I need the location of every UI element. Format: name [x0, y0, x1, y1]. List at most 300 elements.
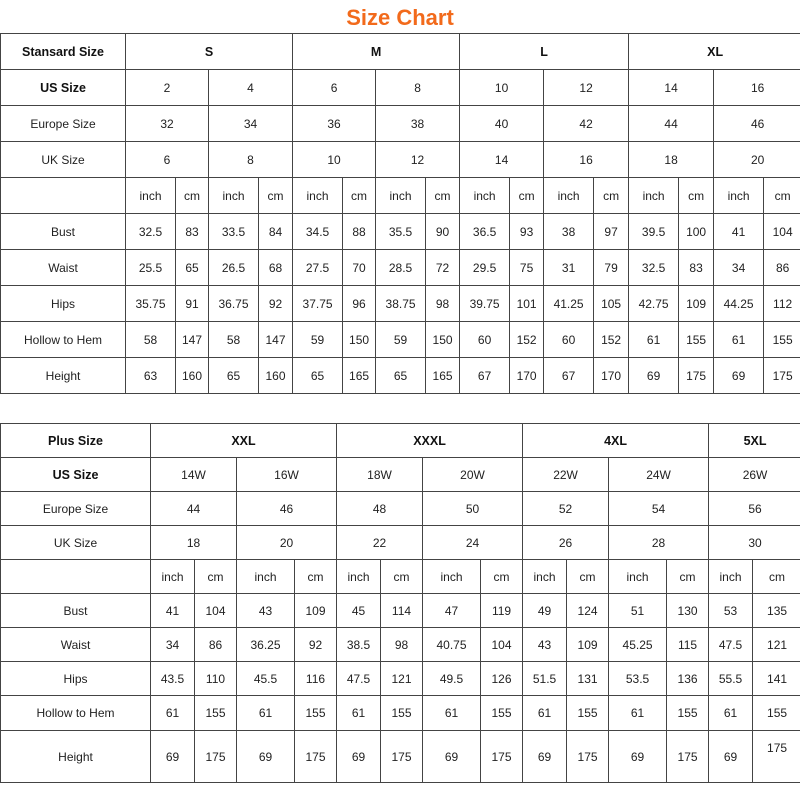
measure-row-bust: [1, 214, 800, 250]
unit-inch: inch: [423, 560, 481, 594]
measure-value: [764, 250, 800, 286]
measure-value-text: 101: [516, 296, 537, 311]
measure-value-text: 175: [305, 749, 326, 764]
measure-value-text: 51.5: [532, 671, 557, 686]
unit-cm: cm: [426, 178, 460, 214]
us-size-row: [1, 70, 800, 106]
measure-value-text: 175: [577, 749, 598, 764]
measure-value: [753, 628, 800, 662]
measure-value-text: 61: [723, 706, 738, 720]
measure-value-text: 40.75: [436, 637, 467, 652]
unit-cm: cm: [195, 560, 237, 594]
measure-value: [259, 358, 293, 394]
measure-value: [295, 628, 337, 662]
measure-value-text: 47: [444, 603, 459, 618]
measure-value: [567, 696, 609, 731]
measure-value: [151, 594, 195, 628]
unit-row: [1, 178, 800, 214]
measure-row-waist: [1, 250, 800, 286]
europe-size-value: 44: [151, 492, 237, 526]
measure-value: [423, 594, 481, 628]
measure-value: [209, 214, 259, 250]
measure-value-text: 152: [601, 332, 622, 347]
measure-value-text: 68: [268, 260, 283, 275]
measure-value-text: 104: [205, 603, 226, 618]
measure-value: [237, 594, 295, 628]
measure-value-text: 69: [723, 749, 738, 764]
measure-value-text: 29.5: [472, 260, 497, 275]
measure-label: Bust: [1, 214, 126, 250]
measure-row-hips: [1, 662, 800, 696]
measure-value-text: 147: [181, 332, 203, 347]
measure-value-text: 136: [677, 671, 698, 686]
measure-value-text: 88: [352, 224, 366, 239]
measure-value-text: 49: [537, 603, 552, 618]
unit-cm: cm: [594, 178, 629, 214]
europe-size-value: 38: [376, 106, 460, 142]
measure-value: [295, 696, 337, 731]
measure-value: [594, 358, 629, 394]
measure-value: [709, 594, 753, 628]
measure-value-text: 35.75: [135, 296, 166, 311]
measure-value: [609, 594, 667, 628]
us-size-value: 16: [714, 70, 800, 106]
measure-value: [567, 731, 609, 783]
measure-value: [423, 696, 481, 731]
unit-row-blank: [1, 178, 126, 214]
measure-value: [714, 358, 764, 394]
measure-value-text: 32.5: [641, 260, 666, 275]
uk-size-row: [1, 142, 800, 178]
measure-value: [753, 594, 800, 628]
measure-value: [293, 214, 343, 250]
measure-value: [381, 696, 423, 731]
europe-size-value: 36: [293, 106, 376, 142]
measure-value: [523, 731, 567, 783]
measure-value-text: 41.25: [553, 296, 584, 311]
unit-inch: inch: [714, 178, 764, 214]
measure-value-text: 61: [351, 706, 366, 720]
measure-value-text: 97: [604, 224, 618, 239]
measure-value: [679, 358, 714, 394]
measure-value-text: 61: [731, 332, 746, 347]
measure-value: [195, 696, 237, 731]
measure-value-text: 55.5: [718, 671, 743, 686]
measure-value-text: 36.25: [250, 637, 281, 652]
measure-value-text: 69: [258, 749, 273, 764]
measure-value: [679, 250, 714, 286]
measure-value-text: 116: [305, 671, 326, 686]
measure-value-text: 61: [630, 706, 645, 720]
measure-row-hollow-to-hem: [1, 696, 800, 731]
measure-value-text: 45.25: [622, 637, 653, 652]
measure-value: [460, 214, 510, 250]
us-size-value: 14: [629, 70, 714, 106]
measure-value-text: 59: [393, 332, 408, 347]
uk-size-value: 8: [209, 142, 293, 178]
uk-size-value: 30: [709, 526, 800, 560]
measure-value-text: 69: [351, 749, 366, 764]
unit-inch: inch: [237, 560, 295, 594]
uk-size-label: UK Size: [1, 526, 151, 560]
measure-value: [714, 286, 764, 322]
us-size-value: 12: [544, 70, 629, 106]
measure-value-text: 61: [537, 706, 552, 720]
measure-value-text: 65: [185, 260, 199, 275]
measure-value-text: 39.5: [641, 224, 666, 239]
measure-value: [629, 286, 679, 322]
measure-value-text: 141: [767, 671, 788, 686]
measure-value-text: 33.5: [221, 224, 246, 239]
measure-value: [667, 662, 709, 696]
measure-value: [667, 628, 709, 662]
unit-cm: cm: [510, 178, 544, 214]
measure-value-text: 25.5: [138, 260, 163, 275]
measure-value: [337, 696, 381, 731]
unit-cm: cm: [764, 178, 800, 214]
measure-value-text: 150: [349, 332, 370, 347]
measure-value-text: 104: [772, 224, 793, 239]
europe-size-label: Europe Size: [1, 106, 126, 142]
measure-value-text: 59: [310, 332, 325, 347]
size-group-xxxl: XXXL: [337, 424, 523, 458]
measure-value: [714, 214, 764, 250]
uk-size-value: 20: [237, 526, 337, 560]
measure-value: [337, 731, 381, 783]
measure-value: [481, 662, 523, 696]
measure-value: [423, 662, 481, 696]
measure-value-text: 175: [391, 749, 412, 764]
size-group-5xl: 5XL: [709, 424, 800, 458]
measure-value: [209, 250, 259, 286]
measure-value: [259, 250, 293, 286]
size-group-xxl: XXL: [151, 424, 337, 458]
measure-value-text: 110: [205, 671, 226, 686]
europe-size-row: [1, 106, 800, 142]
unit-inch: inch: [209, 178, 259, 214]
unit-inch: inch: [337, 560, 381, 594]
measure-value-text: 70: [352, 260, 366, 275]
measure-value: [679, 286, 714, 322]
uk-size-value: 6: [126, 142, 209, 178]
measure-value-text: 152: [516, 332, 537, 347]
measure-value: [209, 322, 259, 358]
europe-size-value: 52: [523, 492, 609, 526]
measure-value: [481, 731, 523, 783]
europe-size-value: 48: [337, 492, 423, 526]
measure-value: [594, 214, 629, 250]
size-group-row: [1, 424, 800, 458]
measure-value-text: 45: [351, 603, 366, 618]
europe-size-row: [1, 492, 800, 526]
measure-value: [343, 214, 376, 250]
measure-value: [209, 358, 259, 394]
measure-value: [629, 250, 679, 286]
unit-inch: inch: [376, 178, 426, 214]
measure-value: [343, 358, 376, 394]
measure-value: [176, 322, 209, 358]
measure-value: [709, 696, 753, 731]
measure-row-bust: [1, 594, 800, 628]
us-size-value: 2: [126, 70, 209, 106]
measure-value: [237, 662, 295, 696]
us-size-value: 4: [209, 70, 293, 106]
measure-value: [609, 662, 667, 696]
size-type-label: Plus Size: [1, 424, 151, 458]
measure-value: [151, 696, 195, 731]
measure-value-text: 124: [577, 603, 598, 618]
measure-value-text: 170: [516, 368, 537, 383]
europe-size-label: Europe Size: [1, 492, 151, 526]
measure-value-text: 131: [577, 671, 598, 686]
measure-value-text: 37.75: [302, 296, 333, 311]
measure-value: [544, 214, 594, 250]
measure-value-text: 47.5: [718, 637, 743, 652]
measure-value-text: 98: [394, 637, 409, 652]
unit-row: [1, 560, 800, 594]
measure-value: [753, 696, 800, 731]
measure-value: [667, 696, 709, 731]
measure-value-text: 60: [477, 332, 492, 347]
measure-value-text: 75: [519, 260, 534, 275]
measure-value-text: 67: [477, 368, 492, 383]
measure-value: [126, 322, 176, 358]
unit-cm: cm: [753, 560, 800, 594]
europe-size-value: 42: [544, 106, 629, 142]
measure-value-text: 63: [143, 368, 158, 383]
us-size-value: 24W: [609, 458, 709, 492]
measure-value-text: 34: [731, 260, 746, 275]
measure-value-text: 175: [772, 368, 793, 383]
uk-size-value: 16: [544, 142, 629, 178]
measure-value-text: 155: [577, 706, 598, 720]
measure-value: [376, 322, 426, 358]
size-type-label: Stansard Size: [1, 34, 126, 70]
measure-value: [510, 250, 544, 286]
measure-value-text: 109: [305, 603, 326, 618]
us-size-value: 10: [460, 70, 544, 106]
measure-value-text: 32.5: [138, 224, 163, 239]
measure-value: [714, 322, 764, 358]
measure-value: [544, 358, 594, 394]
size-group-row: [1, 34, 800, 70]
measure-value-text: 72: [435, 260, 450, 275]
size-group-4xl: 4XL: [523, 424, 709, 458]
measure-value-text: 43: [537, 637, 552, 652]
measure-label: Height: [1, 731, 151, 783]
measure-value: [176, 214, 209, 250]
unit-inch: inch: [151, 560, 195, 594]
measure-label: Hollow to Hem: [1, 322, 126, 358]
measure-value: [343, 250, 376, 286]
europe-size-value: 32: [126, 106, 209, 142]
measure-value-text: 65: [310, 368, 325, 383]
unit-inch: inch: [523, 560, 567, 594]
measure-value: [709, 731, 753, 783]
measure-value: [426, 358, 460, 394]
measure-value-text: 112: [773, 296, 793, 311]
measure-value-text: 69: [731, 368, 746, 383]
measure-value: [293, 358, 343, 394]
measure-value: [510, 286, 544, 322]
uk-size-value: 26: [523, 526, 609, 560]
measure-label: Hips: [1, 286, 126, 322]
measure-value-text: 91: [185, 296, 199, 311]
measure-value: [176, 358, 209, 394]
us-size-value: 18W: [337, 458, 423, 492]
measure-label: Waist: [1, 628, 151, 662]
measure-label: Height: [1, 358, 126, 394]
measure-value: [237, 696, 295, 731]
unit-cm: cm: [679, 178, 714, 214]
measure-value-text: 160: [181, 368, 203, 383]
measure-value-text: 61: [444, 706, 459, 720]
measure-value: [381, 662, 423, 696]
measure-row-waist: [1, 628, 800, 662]
measure-value-text: 79: [604, 260, 618, 275]
measure-value: [764, 286, 800, 322]
measure-value: [126, 358, 176, 394]
measure-value-text: 53.5: [625, 671, 650, 686]
measure-value-text: 43: [258, 603, 273, 618]
uk-size-value: 18: [151, 526, 237, 560]
measure-value-text: 130: [677, 603, 698, 618]
europe-size-value: 44: [629, 106, 714, 142]
measure-value: [567, 662, 609, 696]
measure-value-text: 41: [165, 603, 180, 618]
measure-value: [176, 250, 209, 286]
measure-value-text: 43.5: [160, 671, 185, 686]
measure-value-text: 49.5: [439, 671, 464, 686]
measure-value: [460, 322, 510, 358]
measure-value-text: 51: [630, 603, 645, 618]
measure-value: [764, 358, 800, 394]
measure-value-text: 84: [268, 224, 283, 239]
measure-value-text: 34.5: [305, 224, 330, 239]
measure-value-text: 175: [491, 749, 512, 764]
measure-value: [523, 662, 567, 696]
measure-value: [481, 696, 523, 731]
measure-value-text: 175: [767, 740, 788, 755]
measure-row-hollow-to-hem: [1, 322, 800, 358]
measure-value: [667, 731, 709, 783]
uk-size-value: 24: [423, 526, 523, 560]
measure-value-text: 147: [265, 332, 286, 347]
measure-value-text: 160: [265, 368, 286, 383]
measure-value: [629, 322, 679, 358]
us-size-value: 6: [293, 70, 376, 106]
measure-value: [337, 594, 381, 628]
measure-value: [376, 358, 426, 394]
measure-value-text: 41: [731, 224, 746, 239]
measure-value: [609, 628, 667, 662]
measure-value: [426, 214, 460, 250]
uk-size-value: 14: [460, 142, 544, 178]
us-size-value: 8: [376, 70, 460, 106]
unit-inch: inch: [126, 178, 176, 214]
measure-value-text: 60: [561, 332, 576, 347]
unit-cm: cm: [259, 178, 293, 214]
measure-value: [460, 250, 510, 286]
measure-value: [237, 628, 295, 662]
uk-size-value: 22: [337, 526, 423, 560]
measure-value: [753, 731, 800, 783]
europe-size-value: 40: [460, 106, 544, 142]
measure-value-text: 165: [349, 368, 370, 383]
us-size-value: 26W: [709, 458, 800, 492]
measure-value-text: 155: [391, 706, 412, 720]
us-size-value: 20W: [423, 458, 523, 492]
measure-value: [151, 731, 195, 783]
measure-value-text: 119: [491, 603, 512, 618]
measure-value: [764, 322, 800, 358]
measure-value: [295, 662, 337, 696]
measure-value: [709, 662, 753, 696]
measure-value-text: 121: [767, 637, 788, 652]
measure-value-text: 155: [677, 706, 698, 720]
measure-value: [544, 322, 594, 358]
measure-value: [337, 628, 381, 662]
measure-value: [293, 250, 343, 286]
measure-value-text: 38.75: [385, 296, 416, 311]
measure-value: [126, 250, 176, 286]
measure-value-text: 42.75: [638, 296, 669, 311]
uk-size-value: 10: [293, 142, 376, 178]
measure-value-text: 69: [165, 749, 180, 764]
measure-value: [481, 594, 523, 628]
measure-value-text: 92: [308, 637, 323, 652]
measure-value: [151, 628, 195, 662]
measure-value-text: 58: [143, 332, 158, 347]
measure-value-text: 61: [646, 332, 661, 347]
unit-cm: cm: [567, 560, 609, 594]
measure-value-text: 26.5: [221, 260, 246, 275]
measure-value: [523, 628, 567, 662]
uk-size-value: 20: [714, 142, 800, 178]
measure-label: Bust: [1, 594, 151, 628]
uk-size-value: 12: [376, 142, 460, 178]
measure-value: [259, 214, 293, 250]
europe-size-value: 54: [609, 492, 709, 526]
measure-value: [679, 214, 714, 250]
size-group-l: L: [460, 34, 629, 70]
measure-value-text: 170: [601, 368, 622, 383]
measure-value-text: 61: [258, 706, 273, 720]
measure-value-text: 105: [601, 296, 622, 311]
measure-value: [376, 214, 426, 250]
measure-value: [460, 358, 510, 394]
measure-value: [195, 628, 237, 662]
measure-value: [460, 286, 510, 322]
size-group-xl: XL: [629, 34, 800, 70]
measure-value-text: 175: [205, 749, 226, 764]
measure-value: [195, 594, 237, 628]
us-size-value: 14W: [151, 458, 237, 492]
measure-value-text: 69: [646, 368, 661, 383]
measure-value: [714, 250, 764, 286]
measure-value: [609, 731, 667, 783]
measure-value: [679, 322, 714, 358]
europe-size-value: 46: [237, 492, 337, 526]
unit-row-blank: [1, 560, 151, 594]
measure-value: [259, 286, 293, 322]
measure-value: [544, 286, 594, 322]
plus-size-table: [0, 423, 800, 783]
measure-value-text: 92: [268, 296, 283, 311]
size-chart-title: Size Chart: [346, 5, 454, 30]
measure-value: [293, 286, 343, 322]
measure-value: [567, 594, 609, 628]
